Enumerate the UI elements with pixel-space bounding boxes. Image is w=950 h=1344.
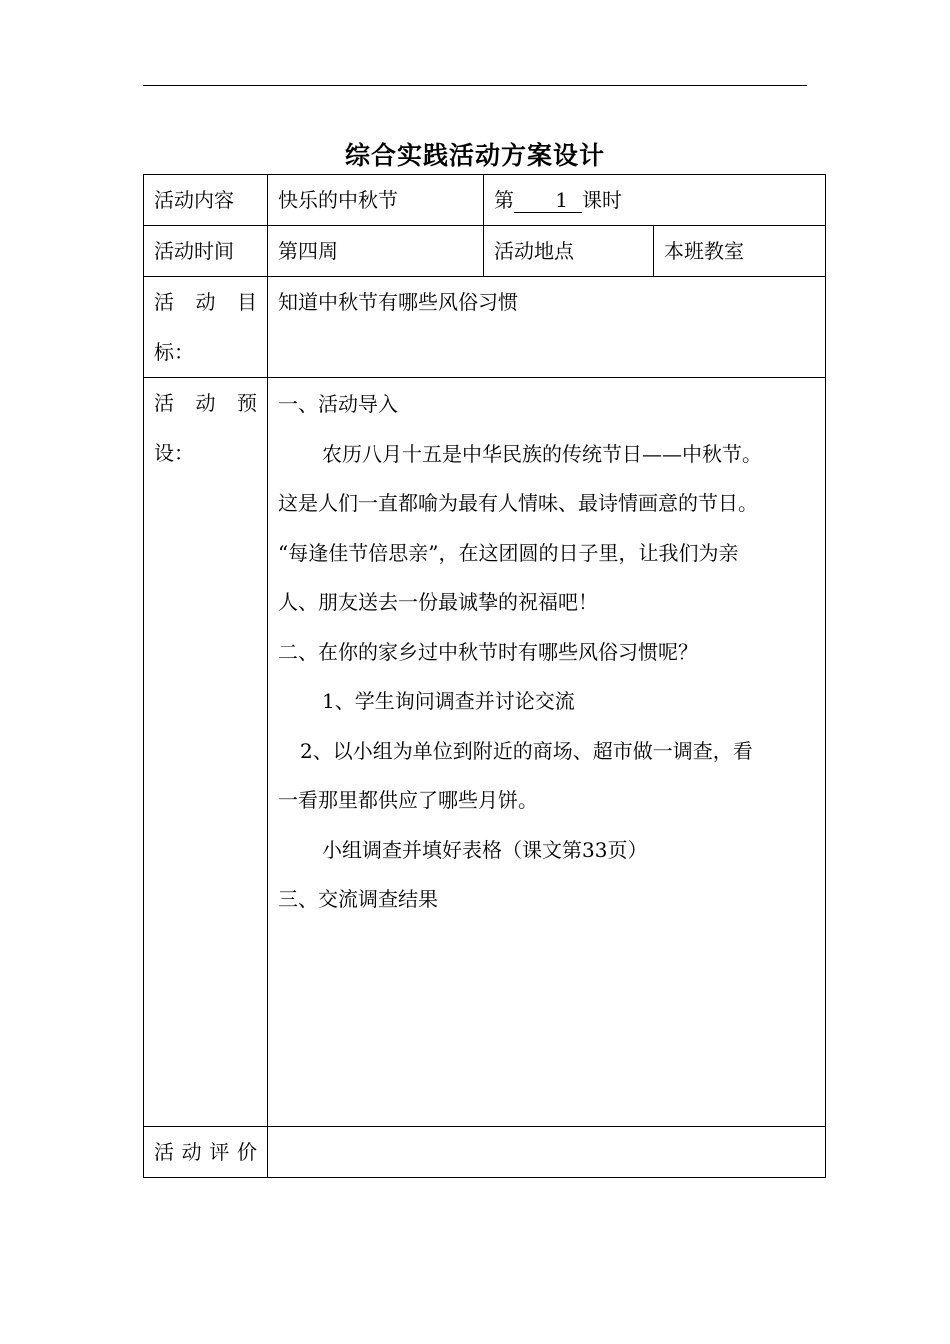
row-time-place bbox=[144, 226, 826, 277]
lesson-cell bbox=[484, 175, 826, 226]
eval-value bbox=[268, 1127, 826, 1178]
row-preset bbox=[144, 378, 826, 1127]
preset-line: 人、朋友送去一份最诚挚的祝福吧！ bbox=[278, 590, 598, 614]
row-goal bbox=[144, 277, 826, 378]
preset-label-line1: 活 动 预 bbox=[154, 391, 257, 415]
content-value: 快乐的中秋节 bbox=[268, 175, 484, 226]
preset-line: 小组调查并填好表格（课文第33页） bbox=[322, 837, 648, 862]
row-evaluation bbox=[144, 1127, 826, 1178]
goal-value: 知道中秋节有哪些风俗习惯 bbox=[268, 277, 826, 378]
activity-plan-table bbox=[143, 174, 826, 1178]
lesson-suffix: 课时 bbox=[582, 188, 622, 212]
goal-label-cell bbox=[144, 277, 268, 378]
preset-content bbox=[268, 378, 826, 1127]
eval-label-cell bbox=[144, 1127, 268, 1178]
preset-line: 2、以小组为单位到附近的商场、超市做一调查，看 bbox=[300, 738, 753, 763]
preset-line: 三、交流调查结果 bbox=[278, 887, 438, 911]
preset-label-cell bbox=[144, 378, 268, 1127]
preset-line: 二、在你的家乡过中秋节时有哪些风俗习惯呢？ bbox=[278, 639, 698, 664]
header-rule bbox=[143, 85, 807, 86]
preset-line: 这是人们一直都喻为最有人情味、最诗情画意的节日。 bbox=[278, 491, 758, 515]
goal-label-line1: 活 动 目 bbox=[154, 290, 257, 314]
time-label: 活动时间 bbox=[144, 226, 268, 277]
lesson-prefix: 第 bbox=[494, 188, 514, 212]
preset-line: 1、学生询问调查并讨论交流 bbox=[322, 689, 575, 713]
place-value: 本班教室 bbox=[654, 226, 826, 277]
goal-label-line2: 标： bbox=[154, 340, 194, 364]
preset-line: 一、活动导入 bbox=[278, 392, 398, 416]
lesson-number: 1 bbox=[514, 188, 582, 213]
preset-line: 农历八月十五是中华民族的传统节日——中秋节。 bbox=[322, 441, 762, 466]
preset-line: “每逢佳节倍思亲”，在这团圆的日子里，让我们为亲 bbox=[278, 540, 739, 565]
row-content bbox=[144, 175, 826, 226]
time-value: 第四周 bbox=[268, 226, 484, 277]
preset-label-line2: 设： bbox=[154, 441, 194, 465]
place-label: 活动地点 bbox=[484, 226, 654, 277]
content-label: 活动内容 bbox=[144, 175, 268, 226]
document-title: 综合实践活动方案设计 bbox=[344, 141, 605, 170]
preset-line: 一看那里都供应了哪些月饼。 bbox=[278, 788, 538, 812]
eval-label: 活 动 评 价 bbox=[154, 1140, 257, 1164]
